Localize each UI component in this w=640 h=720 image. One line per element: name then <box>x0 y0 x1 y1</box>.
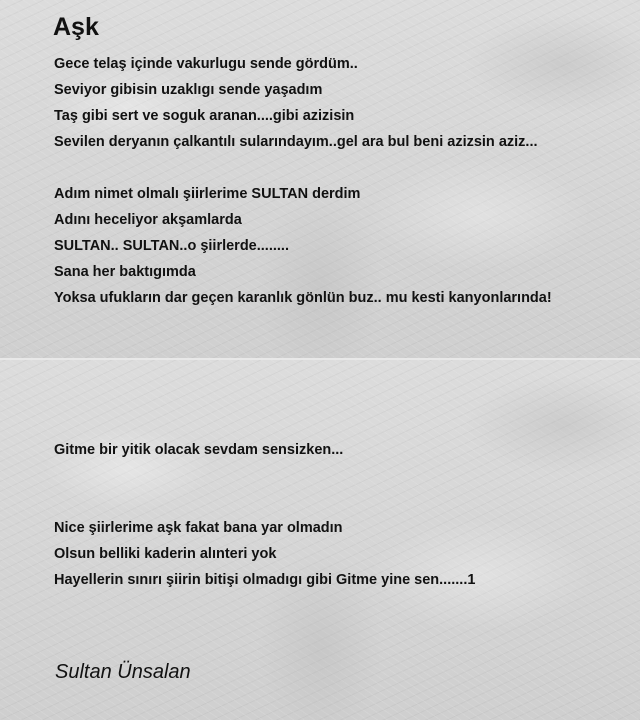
poem-author: Sultan Ünsalan <box>55 661 191 683</box>
poem-line: Gitme bir yitik olacak sevdam sensizken... <box>54 442 344 458</box>
poem-title: Aşk <box>53 13 99 41</box>
poem-line: Sana her baktıgımda <box>54 264 196 280</box>
poem-line: Taş gibi sert ve soguk aranan....gibi azizisin <box>54 108 355 124</box>
poem-line: Adını heceliyor akşamlarda <box>54 212 242 228</box>
poem-line: Sevilen deryanın çalkantılı sularındayım..gel ara bul beni azizsin aziz... <box>54 134 538 150</box>
poem-line: Olsun belliki kaderin alınteri yok <box>54 546 277 562</box>
poem-line: SULTAN.. SULTAN..o şiirlerde........ <box>54 238 289 254</box>
poem-line: Yoksa ufukların dar geçen karanlık gönlün buz.. mu kesti kanyonlarında! <box>54 290 552 306</box>
poem-line: Seviyor gibisin uzaklıgı sende yaşadım <box>54 82 323 98</box>
poem-line: Hayellerin sınırı şiirin bitişi olmadıgı gibi Gitme yine sen.......1 <box>54 572 476 588</box>
poem-line: Nice şiirlerime aşk fakat bana yar olmadın <box>54 520 343 536</box>
poem-line: Gece telaş içinde vakurlugu sende gördüm.. <box>54 56 358 72</box>
poem-line: Adım nimet olmalı şiirlerime SULTAN derdim <box>54 186 361 202</box>
